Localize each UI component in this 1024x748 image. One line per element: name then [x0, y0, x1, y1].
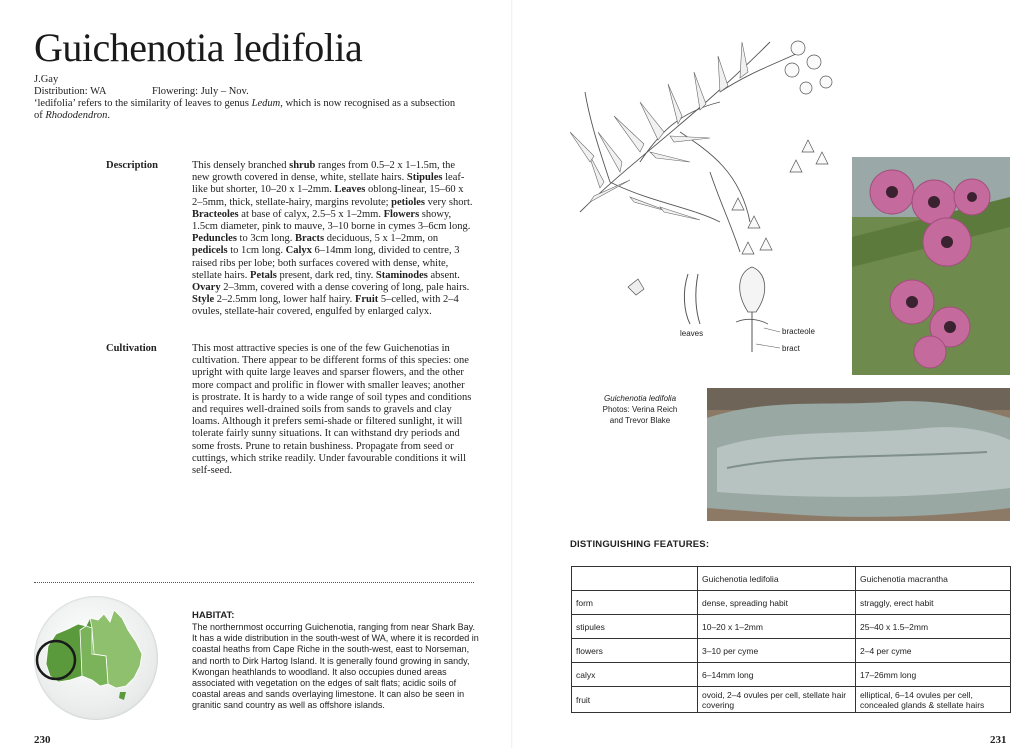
table-row [572, 663, 1011, 687]
description-segment: This densely branched [192, 160, 290, 171]
etymology-line-2: of Rhododendron. [34, 110, 111, 121]
table-cell: elliptical, 6–14 ovules per cell, concealed glands & stellate hairs [856, 687, 1011, 713]
authority: J.Gay [34, 74, 59, 85]
shrub-photo-image [707, 388, 1010, 521]
label-bracteole: bracteole [782, 327, 815, 336]
description-segment: 6–14mm long, divided to centre, 3 raised ribs per lobe; both surfaces covered with dense, white, stellate hairs. [192, 245, 460, 281]
table-cell: 6–14mm long [698, 663, 856, 687]
description-term: Ovary [192, 282, 221, 294]
description-term: Fruit [354, 294, 379, 306]
distribution: Distribution: WA [34, 86, 107, 97]
table-cell: Guichenotia macrantha [856, 567, 1011, 591]
table-row [572, 639, 1011, 663]
botanical-drawing-icon [570, 12, 860, 362]
page-number-right: 231 [990, 734, 1007, 746]
caption-credit-2: and Trevor Blake [609, 416, 671, 425]
table-cell: form [572, 591, 698, 615]
description-term: Bracts [294, 233, 325, 245]
table-cell: 2–4 per cyme [856, 639, 1011, 663]
description-segment: to 1cm long. [227, 245, 286, 257]
shrub-photo [707, 388, 1010, 521]
etymology: ‘ledifolia’ refers to the similarity of leaves to genus Ledum, which is now recognised as a subsection [34, 98, 456, 109]
flower-photo [852, 157, 1010, 375]
description-segment: 2–2.5mm long, lower half hairy. [214, 294, 355, 306]
species-title: Guichenotia ledifolia [34, 25, 363, 70]
description-segment: oblong-linear, 15–60 x 2–5mm, thick, stellate-hairy, margins revolute; [192, 184, 464, 208]
label-bract: bract [782, 344, 800, 353]
description-segment: present, dark red, tiny. [276, 269, 376, 281]
description-term: Staminodes [375, 269, 428, 281]
description-term: Petals [250, 269, 277, 281]
features-table [571, 566, 1011, 713]
table-cell: flowers [572, 639, 698, 663]
table-cell: 10–20 x 1–2mm [698, 615, 856, 639]
table-cell: straggly, erect habit [856, 591, 1011, 615]
section-divider [34, 582, 474, 583]
table-cell: 17–26mm long [856, 663, 1011, 687]
cultivation-label: Cultivation [106, 343, 157, 354]
description-term: Leaves [334, 184, 366, 196]
table-cell [572, 567, 698, 591]
table-cell: ovoid, 2–4 ovules per cell, stellate hair covering [698, 687, 856, 713]
description-segment: 2–3mm, covered with a dense covering of long, pale hairs. [220, 282, 470, 294]
distribution-map [34, 596, 158, 720]
table-cell: stipules [572, 615, 698, 639]
description-segment: ranges from 0.5–2 x 1–1.5m, the new growth covered in dense, white, stellate hairs. [192, 160, 456, 184]
page-gutter [511, 0, 513, 748]
table-row [572, 591, 1011, 615]
table-cell: fruit [572, 687, 698, 713]
description-segment: absent. [427, 269, 460, 281]
description-term: Peduncles [192, 233, 237, 245]
description-term: Flowers [383, 208, 420, 220]
table-cell: Guichenotia ledifolia [698, 567, 856, 591]
label-leaves: leaves [680, 329, 704, 338]
description-segment: showy, 1.5cm diameter, pink to mauve, 3–10 borne in cymes 3–6cm long. [192, 208, 471, 233]
description-label: Description [106, 160, 158, 171]
caption-species: Guichenotia ledifolia [603, 394, 677, 403]
table-cell: dense, spreading habit [698, 591, 856, 615]
table-row [572, 615, 1011, 639]
flowering: Flowering: July – Nov. [152, 86, 249, 97]
flower-photo-image [852, 157, 1010, 375]
table-cell: 3–10 per cyme [698, 639, 856, 663]
australia-map-icon [34, 596, 158, 720]
cultivation-text: This most attractive species is one of the few Guichenotias in cultivation. There appear to be different forms of this species: one upright with quite large leaves and sparser flowers, and the other more compact and prolific in flower with smaller leaves; another is prostrate. It is hardy to a wide range of soil types and conditions and requires well-drained soils from sands to gravels and clay loams. Although it prefers semi-shade or filtered sunlight, it will tolerate fairly sunny situations. It can withstand dry periods and some frosts. Prune to retain bushiness. Propagate from seed or cuttings, which strike readily. Under favourable conditions it will self-seed. [192, 343, 472, 477]
description-segment: deciduous, 5 x 1–2mm, on [324, 233, 439, 245]
description-term: Calyx [285, 245, 312, 257]
description-term: Stipules [406, 172, 443, 184]
table-cell: calyx [572, 663, 698, 687]
description-segment: leaf-like but shorter, 10–20 x 1–2mm. [192, 172, 465, 196]
page-number-left: 230 [34, 734, 51, 746]
caption-credit: Photos: Verina Reich [602, 405, 678, 414]
description-segment: very short. [425, 196, 473, 208]
botanical-illustration [570, 12, 860, 362]
description-segment: at base of calyx, 2.5–5 x 1–2mm. [238, 208, 384, 220]
habitat-title: HABITAT: [192, 610, 235, 621]
description-segment: 5–celled, with 2–4 ovules, stellate-hair covered, engulfed by enlarged calyx. [192, 294, 459, 318]
table-row [572, 687, 1011, 713]
description-segment: to 3cm long. [236, 233, 295, 245]
description-term: shrub [289, 160, 316, 171]
description-term: petioles [391, 196, 425, 208]
description-term: Style [192, 294, 215, 306]
description-term: pedicels [192, 245, 228, 257]
features-title: DISTINGUISHING FEATURES: [570, 539, 710, 550]
description-text [192, 160, 474, 319]
table-cell: 25–40 x 1.5–2mm [856, 615, 1011, 639]
description-term: Bracteoles [192, 208, 239, 220]
table-header-row [572, 567, 1011, 591]
photo-caption [588, 393, 692, 426]
habitat-text: The northernmost occurring Guichenotia, ranging from near Shark Bay. It has a wide distribution in the south-west of WA, where it is recorded in coastal heaths from Cape Riche in the south-west, east to Norseman, and north to Dirk Hartog Island. It is generally found growing in sandy, Kwongan heathlands to woodland. It also occupies duned areas associated with vegetation on the edges of salt flats; acidic soils of coastal areas and sands overlaying limestone. It can also be seen in granitic sand country as well as offshore islands. [192, 622, 479, 711]
